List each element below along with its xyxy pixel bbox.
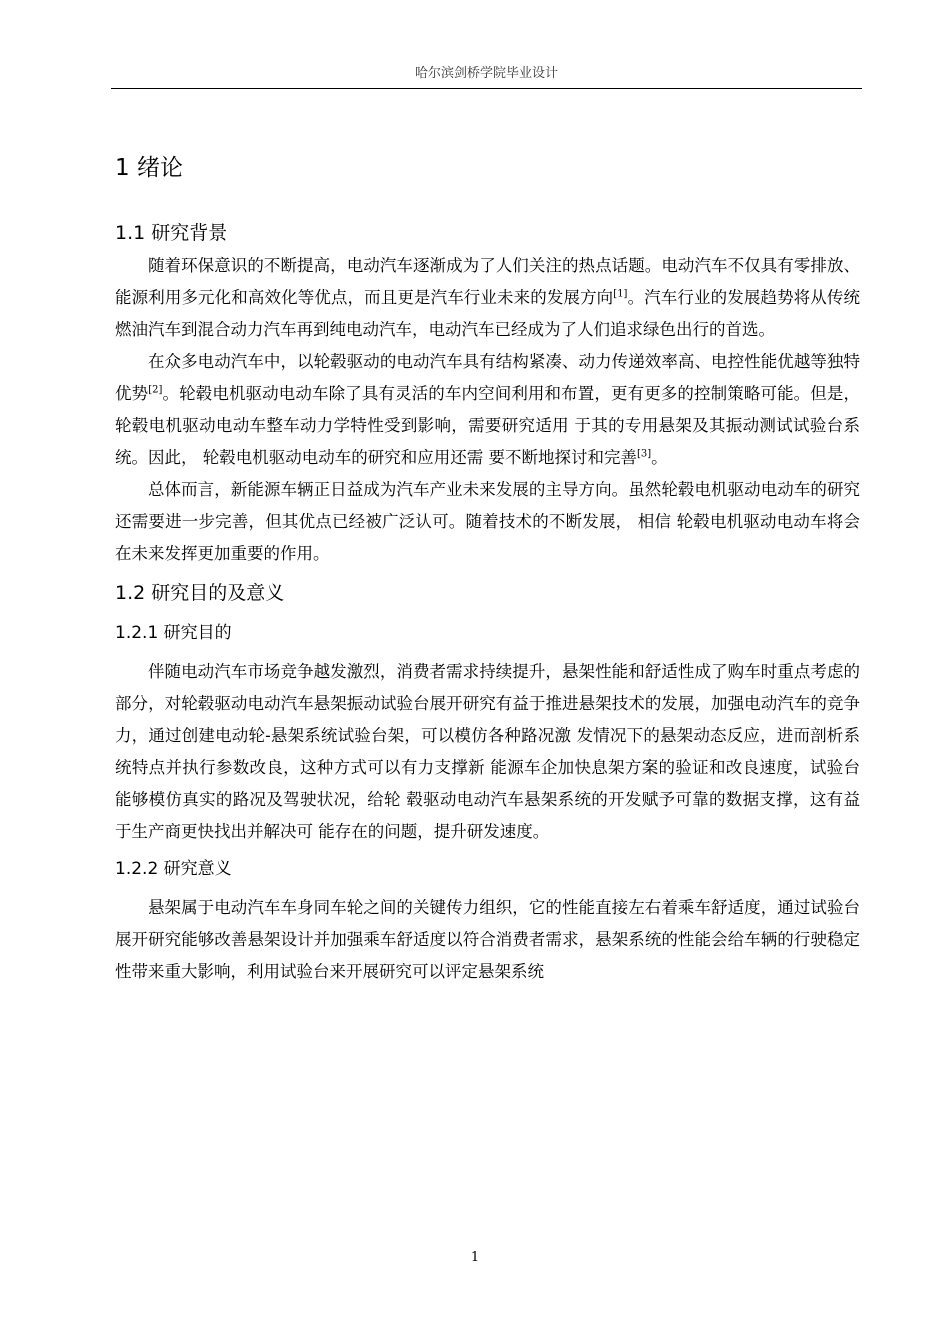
paragraph <box>115 250 860 346</box>
citation: [1] <box>613 288 628 300</box>
paragraph: 总体而言，新能源车辆正日益成为汽车产业未来发展的主导方向。虽然轮毂电机驱动电动车的研究还需要进一步完善，但其优点已经被广泛认可。随着技术的不断发展， 相信 轮毂电机驱动电动车将会在未来发挥更加重要的作用。 <box>115 480 860 563</box>
section-title-1-2: 1.2 研究目的及意义 <box>115 582 285 604</box>
citation: [2] <box>148 384 163 396</box>
paragraph-text: 随着环保意识的不断提高，电动汽车逐渐成为了人们关注的热点话题。电动汽车不仅具有零排放、能源利用多元化和高效化等优点，而且更是汽车行业未来的发展方向 <box>115 256 860 307</box>
citation: [3] <box>637 448 652 460</box>
header-title: 哈尔滨剑桥学院毕业设计 <box>414 66 558 81</box>
subsection-title-1-2-2: 1.2.2 研究意义 <box>115 859 232 879</box>
paragraph: 悬架属于电动汽车车身同车轮之间的关键传力组织，它的性能直接左右着乘车舒适度，通过试验台展开研究能够改善悬架设计并加强乘车舒适度以符合消费者需求，悬架系统的性能会给车辆的行驶稳定性带来重大影响，利用试验台来开展研究可以评定悬架系统 <box>115 898 860 981</box>
subsection-title-1-2-1: 1.2.1 研究目的 <box>115 623 232 643</box>
paragraph-text: 。汽车行业的发展趋势将从传统燃油汽车到混合动力汽车再到纯电动汽车，电动汽车已经成为了人们追求绿色出行的首选。 <box>115 288 861 339</box>
paragraph-text: 。轮毂电机驱动电动车除了具有灵活的车内空间利用和布置，更有更多的控制策略可能。但是， 轮毂电机驱动电动车整车动力学特性受到影响，需要研究适用 于其的专用悬架及其振动测试试验台系统。因此， 轮毂电机驱动电动车的研究和应用还需 要不断地探讨和完善 <box>115 384 861 467</box>
page-header <box>111 64 862 89</box>
section-title-1-1: 1.1 研究背景 <box>115 222 228 244</box>
page-number: 1 <box>470 1250 480 1265</box>
paragraph <box>115 346 860 474</box>
chapter-title: 1 绪论 <box>115 155 183 181</box>
paragraph-text: 。 <box>651 448 668 467</box>
paragraph-text: 在众多电动汽车中，以轮毂驱动的电动汽车具有结构紧凑、动力传递效率高、电控性能优越等独特优势 <box>115 352 860 403</box>
document-body <box>115 148 860 988</box>
paragraph: 伴随电动汽车市场竞争越发激烈，消费者需求持续提升，悬架性能和舒适性成了购车时重点考虑的部分，对轮毂驱动电动汽车悬架振动试验台展开研究有益于推进悬架技术的发展，加强电动汽车的竞争力，通过创建电动轮-悬架系统试验台架，可以模仿各种路况激 发情况下的悬架动态反应，进而剖析系统特点并执行参数改良，这种方式可以有力支撑新 能源车企加快息架方案的验证和改良速度，试验台能够模仿真实的路况及驾驶状况，给轮 毂驱动电动汽车悬架系统的开发赋予可靠的数据支撑，这有益于生产商更快找出并解决可 能存在的问题，提升研发速度。 <box>115 662 860 841</box>
